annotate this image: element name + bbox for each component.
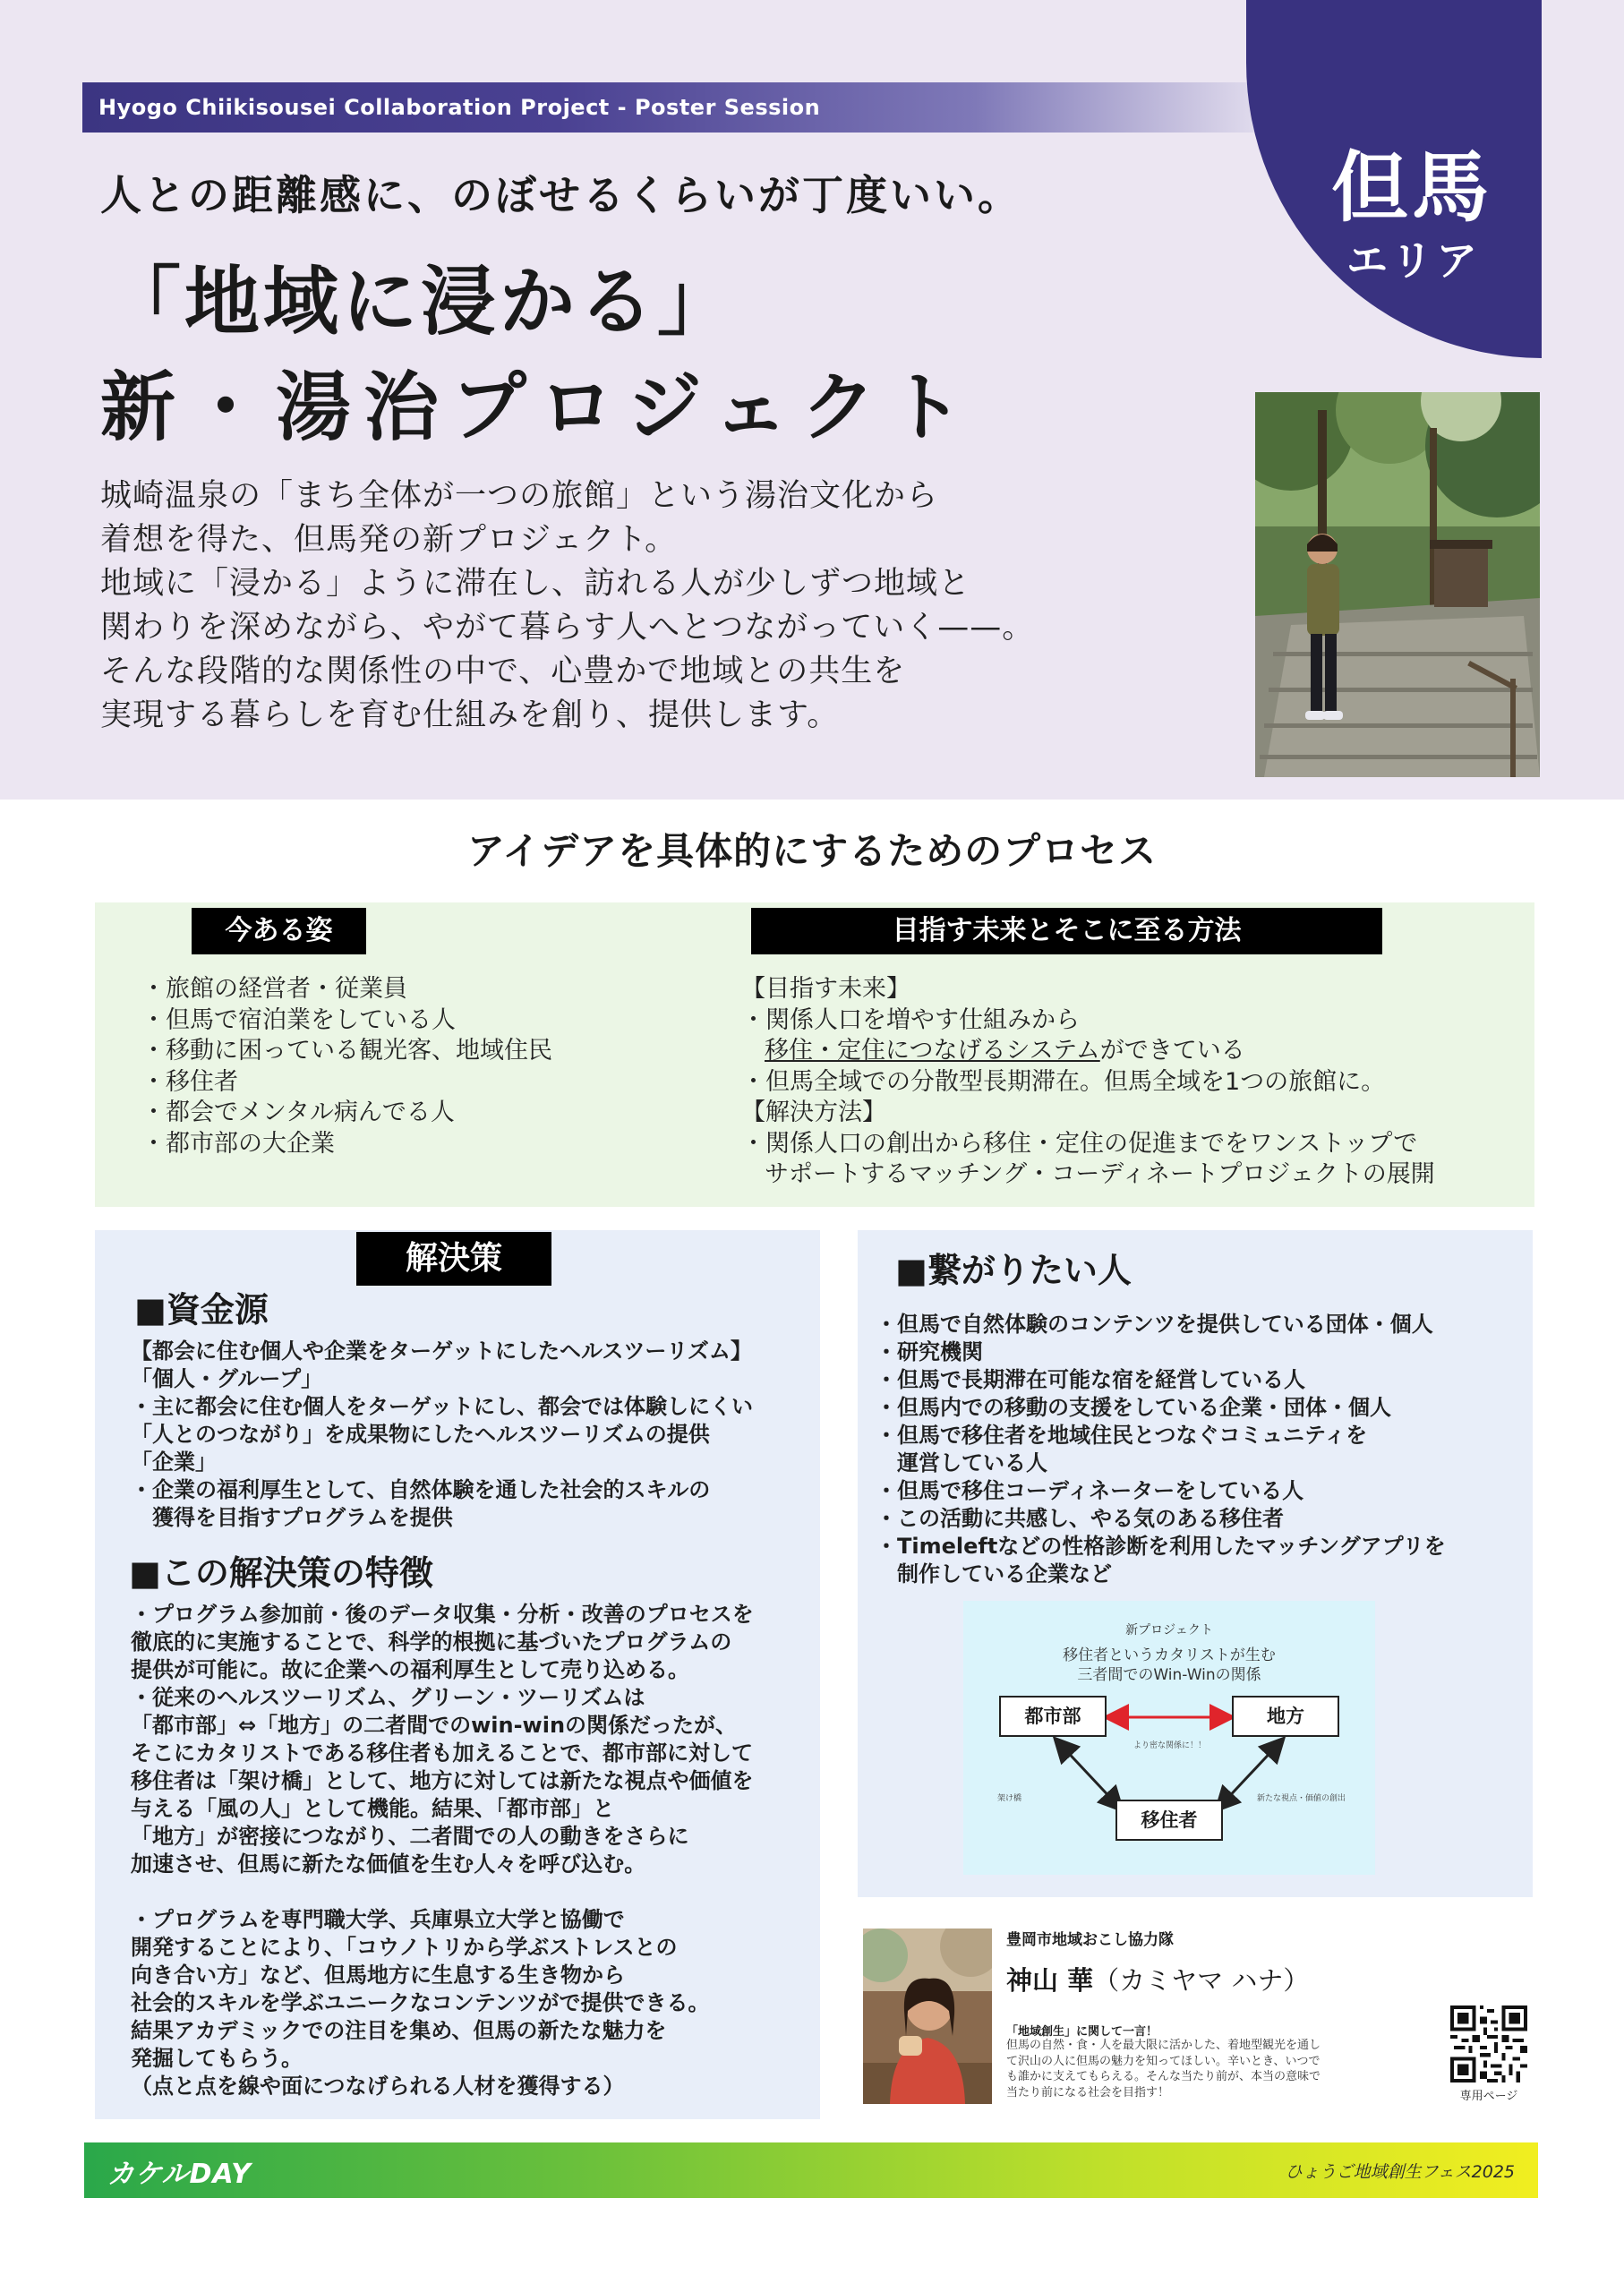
list-item: 【目指す未来】 bbox=[741, 975, 910, 1003]
connect-heading: ■繋がりたい人 bbox=[895, 1251, 1132, 1290]
feature-heading: ■この解決策の特徴 bbox=[129, 1553, 433, 1593]
text-line: （点と点を線や面につなげられる人材を獲得する） bbox=[131, 2074, 625, 2099]
quote-line: 当たり前になる社会を目指す！ bbox=[1006, 2085, 1170, 2100]
list-item: ・但馬で自然体験のコンテンツを提供している団体・個人 bbox=[876, 1312, 1433, 1337]
node-region: 地方 bbox=[1232, 1696, 1339, 1737]
note-closer: より密な関係に！！ bbox=[1133, 1741, 1207, 1750]
list-item: ・研究機関 bbox=[876, 1339, 983, 1364]
list-item: ・関係人口の創出から移住・定住の促進までをワンストップで bbox=[741, 1129, 1418, 1158]
list-item: ・但馬で移住者を地域住民とつなぐコミュニティを bbox=[876, 1423, 1368, 1448]
note-new-value: 新たな視点・価値の創出 bbox=[1257, 1794, 1346, 1803]
footer-logo: カケルDAY bbox=[107, 2159, 252, 2190]
project-label-bar bbox=[82, 82, 1273, 133]
text-line: 「人とのつながり」を成果物にしたヘルスツーリズムの提供 bbox=[131, 1422, 710, 1447]
future-list bbox=[741, 974, 1435, 1191]
hero-photo bbox=[1255, 392, 1540, 777]
profile-name-row bbox=[1006, 1961, 1309, 1997]
text-line: ・プログラム参加前・後のデータ収集・分析・改善のプロセスを bbox=[131, 1602, 754, 1627]
text-line: 加速させ、但馬に新たな価値を生む人々を呼び込む。 bbox=[131, 1852, 646, 1877]
lead-line: 関わりを深めながら、やがて暮らす人へとつながっていく——。 bbox=[100, 610, 1035, 646]
area-suffix: エリア bbox=[1346, 236, 1481, 285]
qr-caption: 専用ページ bbox=[1459, 2090, 1518, 2103]
text-line: 「地方」が密接につながり、二者間での人の動きをさらに bbox=[131, 1824, 689, 1849]
solution-panel bbox=[95, 1230, 820, 2119]
text-line: 【都会に住む個人や企業をターゲットにしたヘルスツーリズム】 bbox=[131, 1338, 752, 1364]
text-line: 移住者は「架け橋」として、地方に対しては新たな視点や価値を bbox=[131, 1768, 754, 1793]
underlined-phrase: 移住・定住につなげるシステム bbox=[765, 1037, 1100, 1065]
feature-text bbox=[131, 1601, 754, 2100]
list-item: ・この活動に共感し、やる気のある移住者 bbox=[876, 1506, 1284, 1531]
lead-line: 地域に「浸かる」ように滞在し、訪れる人が少しずつ地域と bbox=[100, 566, 971, 602]
node-migrant: 移住者 bbox=[1115, 1800, 1223, 1841]
text-line: ・従来のヘルスツーリズム、グリーン・ツーリズムは bbox=[131, 1685, 645, 1710]
list-item: ・関係人口を増やす仕組みから bbox=[741, 1005, 1080, 1034]
current-state-label: 今ある姿 bbox=[192, 908, 366, 954]
note-bridge: 架け橋 bbox=[997, 1794, 1022, 1803]
list-item: ・但馬で移住コーディネーターをしている人 bbox=[876, 1478, 1304, 1503]
quote-title: 「地域創生」に関して一言！ bbox=[1006, 2025, 1158, 2039]
list-item: ・移動に困っている観光客、地域住民 bbox=[141, 1037, 552, 1065]
future-label: 目指す未来とそこに至る方法 bbox=[751, 908, 1382, 954]
project-label: Hyogo Chiikisousei Collaboration Project - Poster Session bbox=[98, 95, 821, 120]
list-item: ・Timeleftなどの性格診断を利用したマッチングアプリを bbox=[876, 1534, 1446, 1559]
list-item: ・但馬全域での分散型長期滞在。但馬全域を1つの旅館に。 bbox=[741, 1067, 1386, 1096]
current-state-list bbox=[141, 974, 552, 1159]
page-title-line1: 「地域に浸かる」 bbox=[106, 258, 737, 346]
lead-line: 城崎温泉の「まち全体が一つの旅館」という湯治文化から bbox=[100, 478, 939, 514]
connect-list bbox=[876, 1311, 1446, 1588]
text-line: そこにカタリストである移住者も加えることで、都市部に対して bbox=[131, 1740, 754, 1766]
lead-line: 着想を得た、但馬発の新プロジェクト。 bbox=[100, 522, 678, 558]
list-item: ・移住者 bbox=[141, 1067, 238, 1096]
list-item: 制作している企業など bbox=[876, 1561, 1112, 1586]
relationship-diagram bbox=[963, 1601, 1375, 1875]
quote-text bbox=[1006, 2038, 1321, 2100]
profile-organization: 豊岡市地域おこし協力隊 bbox=[1006, 1931, 1174, 1949]
list-item: ・但馬内での移動の支援をしている企業・団体・個人 bbox=[876, 1395, 1391, 1420]
text-line: 与える「風の人」として機能。結果、「都市部」と bbox=[131, 1796, 614, 1821]
quote-line: 但馬の自然・食・人を最大限に活かした、着地型観光を通し bbox=[1006, 2039, 1321, 2052]
text-line: 提供が可能に。故に企業への福利厚生として売り込める。 bbox=[131, 1657, 689, 1682]
list-item: 運営している人 bbox=[876, 1450, 1047, 1475]
diagram-title: 移住者というカタリストが生む bbox=[1063, 1646, 1276, 1664]
footer-bar bbox=[84, 2142, 1538, 2198]
diagram-label: 新プロジェクト bbox=[1125, 1623, 1213, 1638]
page-title-line2: 新・湯治プロジェクト bbox=[100, 363, 977, 451]
text-line: 「都市部」⇔「地方」の二者間でのwin-winの関係だったが、 bbox=[131, 1713, 738, 1738]
footer-event-name: ひょうご地域創生フェス2025 bbox=[1285, 2162, 1515, 2182]
diagram-subtitle: 三者間でのWin-Winの関係 bbox=[1077, 1666, 1261, 1684]
qr-code-icon[interactable] bbox=[1450, 2006, 1527, 2082]
profile-name-kana: （カミヤマ ハナ） bbox=[1093, 1965, 1310, 1996]
list-item: ・旅館の経営者・従業員 bbox=[141, 975, 407, 1003]
area-name: 但馬 bbox=[1331, 143, 1492, 233]
solution-label: 解決策 bbox=[356, 1232, 551, 1286]
text-line: ・プログラムを専門職大学、兵庫県立大学と協働で bbox=[131, 1907, 625, 1932]
process-title: アイデアを具体的にするためのプロセス bbox=[466, 829, 1158, 873]
profile-card bbox=[858, 1923, 1533, 2122]
connect-panel bbox=[858, 1230, 1533, 1897]
avatar bbox=[863, 1929, 992, 2104]
lead-text bbox=[100, 475, 1228, 738]
text-line bbox=[131, 1878, 754, 1906]
list-item: ・都会でメンタル病んでる人 bbox=[141, 1099, 455, 1126]
profile-name: 神山 華 bbox=[1006, 1965, 1094, 1996]
text-line: 向き合い方」など、但馬地方に生息する生き物から bbox=[131, 1963, 625, 1988]
text-line: ・主に都会に住む個人をターゲットにし、都会では体験しにくい bbox=[131, 1394, 754, 1419]
list-item: ・但馬で宿泊業をしている人 bbox=[141, 1005, 456, 1034]
text-line: 発掘してもらう。 bbox=[131, 2046, 303, 2071]
text-line: 結果アカデミックでの注目を集め、但馬の新たな魅力を bbox=[131, 2018, 667, 2043]
text-line: 徹底的に実施することで、科学的根拠に基づいたプログラムの bbox=[131, 1629, 732, 1655]
funding-text bbox=[131, 1338, 753, 1532]
list-item: ・都市部の大企業 bbox=[141, 1129, 335, 1158]
funding-heading: ■資金源 bbox=[134, 1290, 269, 1330]
area-badge bbox=[1246, 0, 1542, 358]
text-line: ・企業の福利厚生として、自然体験を通した社会的スキルの bbox=[131, 1477, 711, 1502]
lead-line: 実現する暮らしを育む仕組みを創り、提供します。 bbox=[100, 697, 840, 733]
text-line: 社会的スキルを学ぶユニークなコンテンツがで提供できる。 bbox=[131, 1990, 710, 2015]
phrase-rest: ができている bbox=[1099, 1037, 1245, 1065]
text-line: 獲得を目指すプログラムを提供 bbox=[131, 1505, 453, 1530]
lead-line: そんな段階的な関係性の中で、心豊かで地域との共生を bbox=[100, 654, 906, 689]
text-line: 「個人・グループ」 bbox=[131, 1366, 323, 1391]
quote-line: て沢山の人に但馬の魅力を知ってほしい。辛いとき、いつで bbox=[1006, 2054, 1321, 2068]
text-line: 「企業」 bbox=[131, 1450, 217, 1475]
list-item: サポートするマッチング・コーディネートプロジェクトの展開 bbox=[765, 1160, 1435, 1188]
text-line: 開発することにより、「コウノトリから学ぶストレスとの bbox=[131, 1935, 678, 1960]
quote-line: も誰かに支えてもらえる。そんな当たり前が、本当の意味で bbox=[1006, 2070, 1321, 2083]
catchphrase: 人との距離感に、のぼせるくらいが丁度いい。 bbox=[100, 171, 1021, 219]
list-item: 【解決方法】 bbox=[741, 1099, 886, 1126]
list-item: ・但馬で長期滞在可能な宿を経営している人 bbox=[876, 1367, 1305, 1392]
list-item bbox=[741, 1036, 1435, 1067]
hero-section bbox=[0, 0, 1624, 800]
process-panel bbox=[95, 902, 1534, 1207]
node-city: 都市部 bbox=[999, 1696, 1107, 1737]
